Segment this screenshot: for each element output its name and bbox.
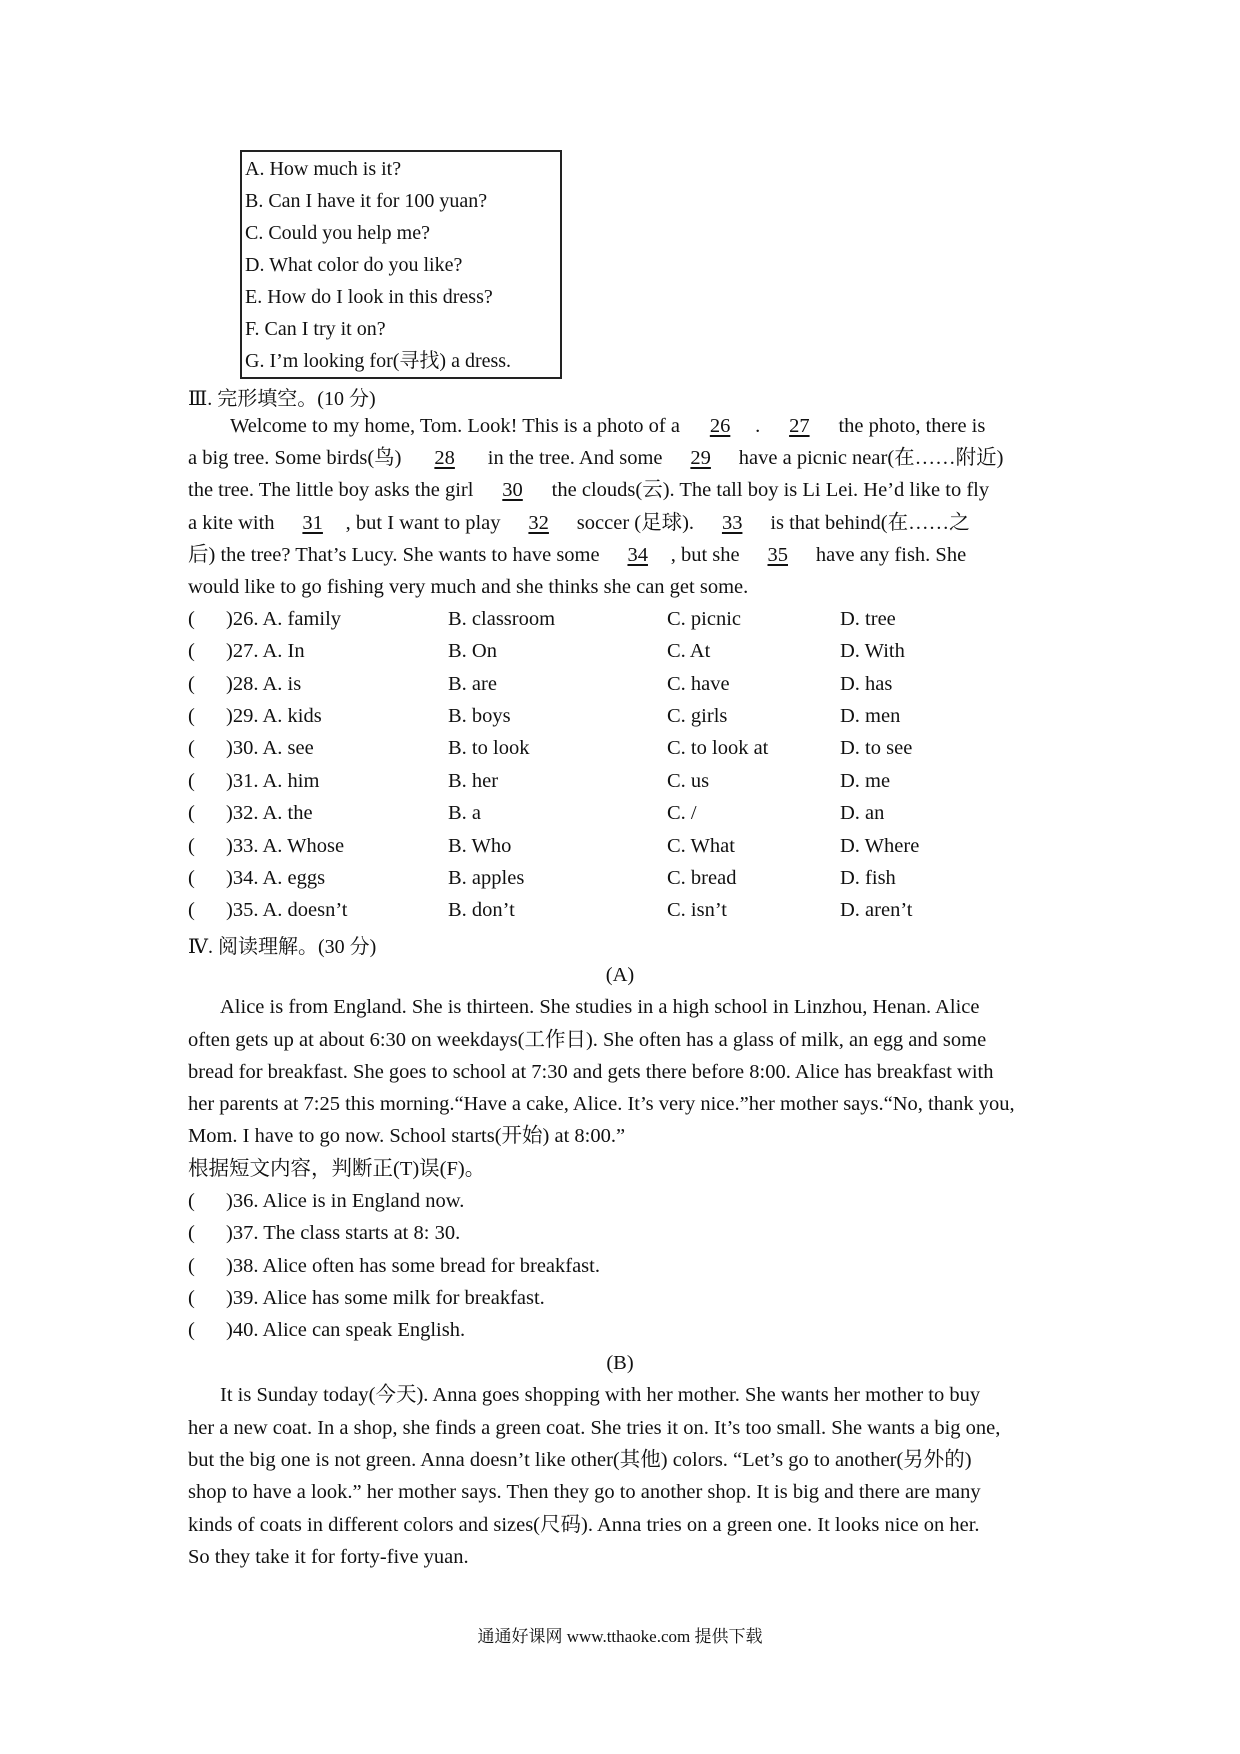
option-d: D. tree bbox=[840, 608, 896, 630]
text: in the tree. And some bbox=[482, 447, 668, 469]
option-d: D. me bbox=[840, 770, 891, 792]
option-line: E. How do I look in this dress? bbox=[245, 286, 493, 308]
question-29: )29. A. kids bbox=[226, 705, 322, 727]
answer-paren[interactable]: ( bbox=[188, 608, 195, 630]
option-b: B. are bbox=[448, 673, 497, 695]
option-b: B. Who bbox=[448, 835, 512, 857]
answer-paren[interactable]: ( bbox=[188, 1255, 195, 1277]
part-a-line: her parents at 7:25 this morning.“Have a cake, Alice. It’s very nice.”her mother says.“No, thank you, bbox=[188, 1093, 1015, 1115]
part-b-label: (B) bbox=[606, 1352, 634, 1374]
part-b-line: It is Sunday today(今天). Anna goes shopping with her mother. She wants her mother to buy bbox=[220, 1384, 981, 1406]
text: have a picnic near(在……附近) bbox=[733, 447, 1004, 469]
blank-35: 35 bbox=[767, 544, 788, 566]
answer-paren[interactable]: ( bbox=[188, 770, 195, 792]
part-b-line: shop to have a look.” her mother says. Then they go to another shop. It is big and there are many bbox=[188, 1481, 981, 1503]
question-30: )30. A. see bbox=[226, 737, 314, 759]
text: Welcome to my home, Tom. Look! This is a photo of a bbox=[230, 415, 686, 437]
option-d: D. aren’t bbox=[840, 899, 913, 921]
text: , but she bbox=[670, 544, 745, 566]
part-b-line: So they take it for forty-five yuan. bbox=[188, 1546, 469, 1568]
option-c: C. have bbox=[667, 673, 730, 695]
question-26: )26. A. family bbox=[226, 608, 342, 630]
passage-line-1 bbox=[230, 414, 985, 438]
blank-27: 27 bbox=[789, 415, 810, 437]
option-c: C. to look at bbox=[667, 737, 769, 759]
answer-paren[interactable]: ( bbox=[188, 802, 195, 824]
part-a-line: often gets up at about 6:30 on weekdays(工作日). She often has a glass of milk, an egg and some bbox=[188, 1029, 987, 1051]
text: have any fish. She bbox=[810, 544, 967, 566]
text: soccer (足球). bbox=[571, 512, 700, 534]
text: a big tree. Some birds(鸟) bbox=[188, 447, 407, 469]
footer-text: 通通好课网 www.tthaoke.com 提供下载 bbox=[477, 1627, 763, 1646]
part-a-line: bread for breakfast. She goes to school at 7:30 and gets there before 8:00. Alice has breakfast with bbox=[188, 1061, 994, 1083]
question-28: )28. A. is bbox=[226, 673, 302, 695]
blank-28: 28 bbox=[434, 447, 455, 469]
passage-line-4 bbox=[188, 511, 970, 535]
answer-paren[interactable]: ( bbox=[188, 867, 195, 889]
option-b: B. apples bbox=[448, 867, 525, 889]
text: the photo, there is bbox=[833, 415, 986, 437]
blank-30: 30 bbox=[502, 479, 523, 501]
text: is that behind(在……之 bbox=[765, 512, 970, 534]
option-b: B. don’t bbox=[448, 899, 515, 921]
option-b: B. boys bbox=[448, 705, 511, 727]
blank-32: 32 bbox=[528, 512, 549, 534]
part-b-line: but the big one is not green. Anna doesn’t like other(其他) colors. “Let’s go to another(另外的) bbox=[188, 1449, 972, 1471]
option-c: C. / bbox=[667, 802, 697, 824]
option-line: A. How much is it? bbox=[245, 158, 402, 180]
option-b: B. her bbox=[448, 770, 499, 792]
option-c: C. us bbox=[667, 770, 710, 792]
answer-paren[interactable]: ( bbox=[188, 705, 195, 727]
part-a-line: Mom. I have to go now. School starts(开始) at 8:00.” bbox=[188, 1125, 626, 1147]
option-b: B. classroom bbox=[448, 608, 556, 630]
question-38: )38. Alice often has some bread for breakfast. bbox=[226, 1255, 600, 1277]
blank-31: 31 bbox=[302, 512, 323, 534]
options-box bbox=[240, 150, 562, 379]
part-b-line: her a new coat. In a shop, she finds a green coat. She tries it on. It’s too small. She wants a big one, bbox=[188, 1417, 1001, 1439]
option-d: D. fish bbox=[840, 867, 896, 889]
text: a kite with bbox=[188, 512, 280, 534]
blank-29: 29 bbox=[690, 447, 711, 469]
option-d: D. an bbox=[840, 802, 885, 824]
answer-paren[interactable]: ( bbox=[188, 1319, 195, 1341]
question-35: )35. A. doesn’t bbox=[226, 899, 348, 921]
question-39: )39. Alice has some milk for breakfast. bbox=[226, 1287, 545, 1309]
option-d: D. Where bbox=[840, 835, 920, 857]
tf-instruction: 根据短文内容，判断正(T)误(F)。 bbox=[188, 1158, 486, 1180]
option-line: D. What color do you like? bbox=[245, 254, 463, 276]
answer-paren[interactable]: ( bbox=[188, 835, 195, 857]
section4-heading: Ⅳ. 阅读理解。(30 分) bbox=[188, 936, 377, 958]
part-a-label: (A) bbox=[605, 964, 635, 986]
option-b: B. On bbox=[448, 640, 497, 662]
option-d: D. has bbox=[840, 673, 893, 695]
question-33: )33. A. Whose bbox=[226, 835, 345, 857]
text: 后) the tree? That’s Lucy. She wants to have some bbox=[188, 544, 605, 566]
option-line: F. Can I try it on? bbox=[245, 318, 386, 340]
answer-paren[interactable]: ( bbox=[188, 673, 195, 695]
option-line: B. Can I have it for 100 yuan? bbox=[245, 190, 488, 212]
answer-paren[interactable]: ( bbox=[188, 899, 195, 921]
blank-33: 33 bbox=[721, 512, 743, 534]
question-32: )32. A. the bbox=[226, 802, 313, 824]
text: . bbox=[755, 415, 766, 437]
blank-26: 26 bbox=[709, 415, 731, 437]
answer-paren[interactable]: ( bbox=[188, 737, 195, 759]
answer-paren[interactable]: ( bbox=[188, 1222, 195, 1244]
question-40: )40. Alice can speak English. bbox=[226, 1319, 466, 1341]
question-34: )34. A. eggs bbox=[226, 867, 326, 889]
option-c: C. girls bbox=[667, 705, 728, 727]
option-c: C. bread bbox=[667, 867, 737, 889]
part-b-line: kinds of coats in different colors and sizes(尺码). Anna tries on a green one. It looks nice on her. bbox=[188, 1514, 980, 1536]
option-c: C. What bbox=[667, 835, 735, 857]
passage-line-5 bbox=[188, 543, 966, 567]
passage-line-6: would like to go fishing very much and she thinks she can get some. bbox=[188, 576, 749, 598]
option-d: D. to see bbox=[840, 737, 913, 759]
option-line: C. Could you help me? bbox=[245, 222, 430, 244]
option-c: C. isn’t bbox=[667, 899, 727, 921]
text: , but I want to play bbox=[345, 512, 506, 534]
blank-34: 34 bbox=[627, 544, 648, 566]
text: the clouds(云). The tall boy is Li Lei. He’d like to fly bbox=[546, 479, 990, 501]
answer-paren[interactable]: ( bbox=[188, 1190, 195, 1212]
option-c: C. picnic bbox=[667, 608, 742, 630]
passage-line-3 bbox=[188, 478, 989, 502]
option-b: B. a bbox=[448, 802, 482, 824]
question-27: )27. A. In bbox=[226, 640, 305, 662]
answer-paren[interactable]: ( bbox=[188, 1287, 195, 1309]
option-c: C. At bbox=[667, 640, 711, 662]
text: the tree. The little boy asks the girl bbox=[188, 479, 479, 501]
option-d: D. men bbox=[840, 705, 901, 727]
section3-heading: Ⅲ. 完形填空。(10 分) bbox=[188, 388, 376, 410]
passage-line-2 bbox=[188, 446, 1003, 470]
option-b: B. to look bbox=[448, 737, 530, 759]
question-37: )37. The class starts at 8: 30. bbox=[226, 1222, 461, 1244]
option-line: G. I’m looking for(寻找) a dress. bbox=[245, 350, 512, 372]
answer-paren[interactable]: ( bbox=[188, 640, 195, 662]
part-a-line: Alice is from England. She is thirteen. She studies in a high school in Linzhou, Henan. Alice bbox=[220, 996, 980, 1018]
question-36: )36. Alice is in England now. bbox=[226, 1190, 465, 1212]
question-31: )31. A. him bbox=[226, 770, 320, 792]
option-d: D. With bbox=[840, 640, 905, 662]
